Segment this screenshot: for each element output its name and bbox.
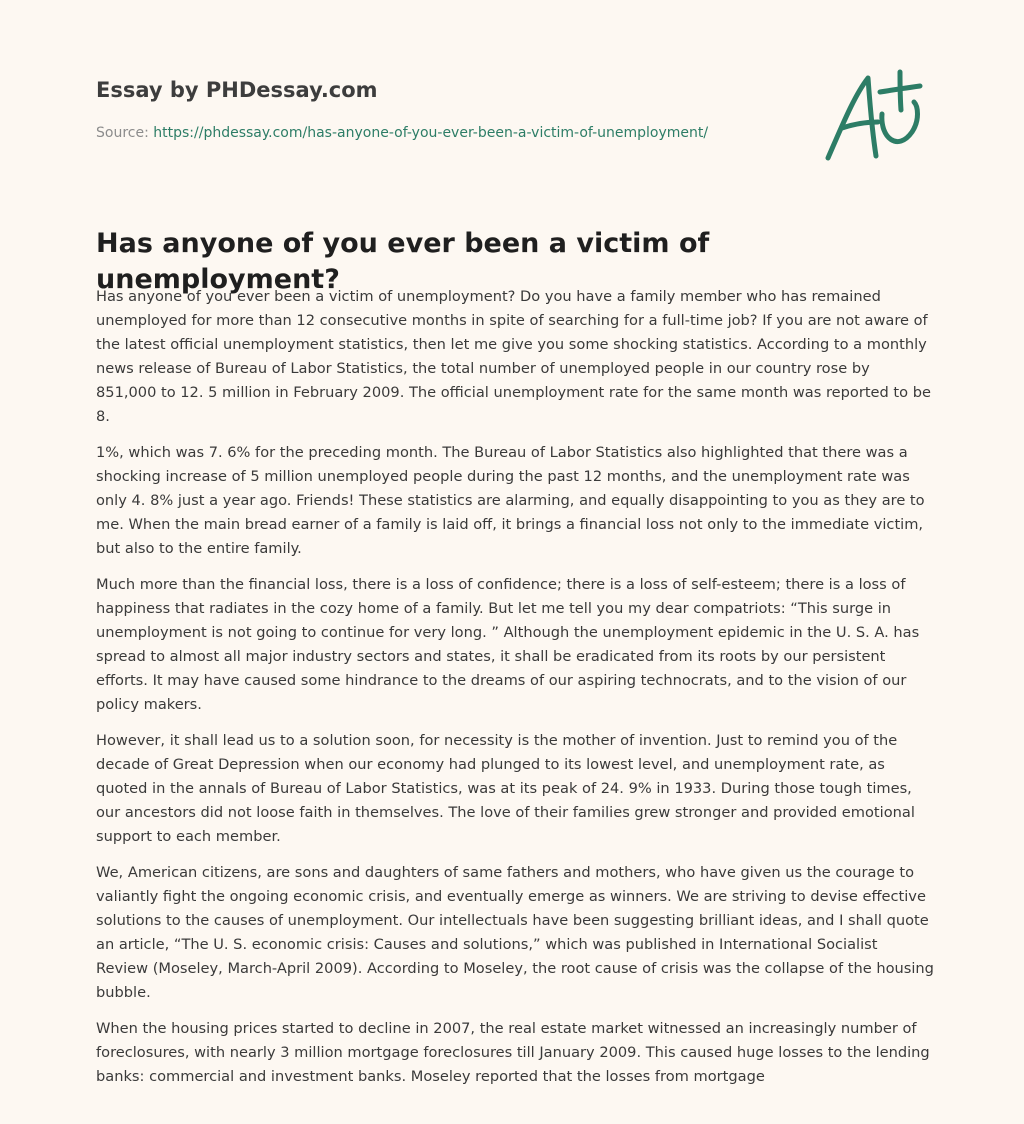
paragraph: Has anyone of you ever been a victim of unemployment? Do you have a family member who has remained unemployed for more than 12 consecutive months in spite of searching for a full-time job? If you are not aware of the latest official unemployment statistics, then let me give you some shocking statistics. According to a monthly news release of Bureau of Labor Statistics, the total number of unemployed people in our country rose by 851,000 to 12. 5 million in February 2009. The official unemployment rate for the same month was reported to be 8. — [96, 288, 931, 425]
brand-title: Essay by PHDessay.com — [96, 78, 378, 102]
paragraph: However, it shall lead us to a solution soon, for necessity is the mother of invention. Just to remind you of the decade of Great Depression when our economy had plunged to its lowest level, and unemployment rate, as quoted in the annals of Bureau of Labor Statistics, was at its peak of 24. 9% in 1933. During those tough times, our ancestors did not loose faith in themselves. The love of their families grew stronger and provided emotional support to each member. — [96, 732, 915, 845]
a-plus-logo-icon — [820, 66, 930, 166]
page-header — [96, 76, 796, 143]
essay-title: Has anyone of you ever been a victim of unemployment? — [96, 228, 710, 295]
essay-body — [96, 285, 934, 1101]
source-link[interactable]: https://phdessay.com/has-anyone-of-you-ever-been-a-victim-of-unemployment/ — [153, 125, 709, 141]
paragraph: When the housing prices started to decline in 2007, the real estate market witnessed an increasingly number of foreclosures, with nearly 3 million mortgage foreclosures till January 2009. This caused huge losses to the lending banks: commercial and investment banks. Moseley reported that the losses from mortgage — [96, 1020, 930, 1085]
source-line — [96, 123, 796, 143]
paragraph: We, American citizens, are sons and daughters of same fathers and mothers, who have given us the courage to valiantly fight the ongoing economic crisis, and eventually emerge as winners. We are striving to devise effective solutions to the causes of unemployment. Our intellectuals have been suggesting brilliant ideas, and I shall quote an article, “The U. S. economic crisis: Causes and solutions,” which was published in International Socialist Review (Moseley, March-April 2009). According to Moseley, the root cause of crisis was the collapse of the housing bubble. — [96, 864, 934, 1001]
source-label: Source: — [96, 125, 149, 141]
paragraph: 1%, which was 7. 6% for the preceding month. The Bureau of Labor Statistics also highlighted that there was a shocking increase of 5 million unemployed people during the past 12 months, and the unemployment rate was only 4. 8% just a year ago. Friends! These statistics are alarming, and equally disappointing to you as they are to me. When the main bread earner of a family is laid off, it brings a financial loss not only to the immediate victim, but also to the entire family. — [96, 444, 925, 557]
paragraph: Much more than the financial loss, there is a loss of confidence; there is a loss of self-esteem; there is a loss of happiness that radiates in the cozy home of a family. But let me tell you my dear compatriots: “This surge in unemployment is not going to continue for very long. ” Although the unemployment epidemic in the U. S. A. has spread to almost all major industry sectors and states, it shall be eradicated from its roots by our persistent efforts. It may have caused some hindrance to the dreams of our aspiring technocrats, and to the vision of our policy makers. — [96, 576, 920, 713]
